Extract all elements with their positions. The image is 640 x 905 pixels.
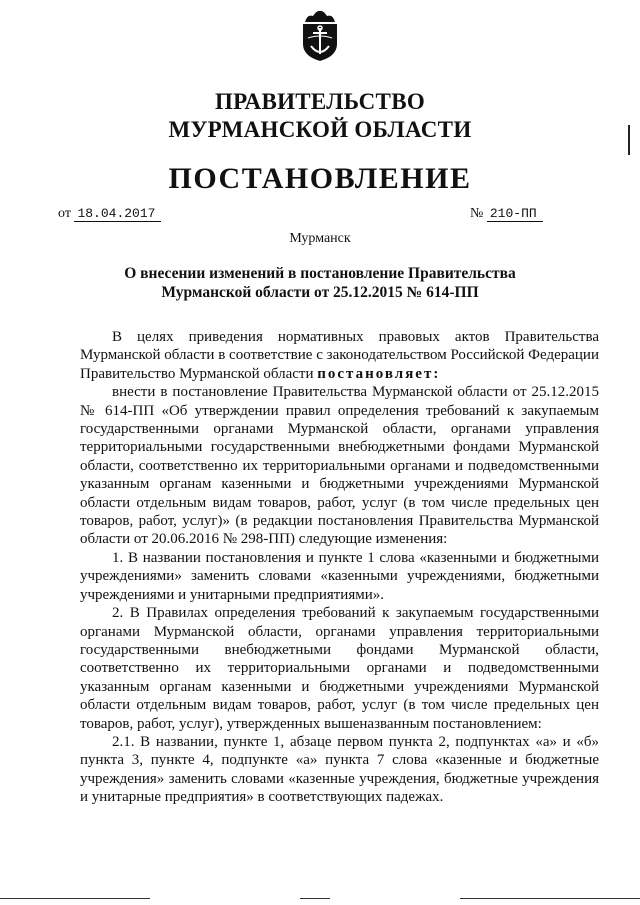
decree-keyword: постановляет: bbox=[317, 365, 441, 382]
coat-of-arms-emblem bbox=[299, 10, 341, 62]
date-prefix: от bbox=[58, 206, 71, 221]
document-date: 18.04.2017 bbox=[74, 206, 161, 222]
document-body bbox=[80, 328, 599, 807]
item-2-paragraph: 2. В Правилах определения требований к закупаемым государственными органами Мурманской области, органами управления территориальными государственными внебюджетными фондами Мурманской области, соответственно их территориальными органами и подведомственными указанным органам казенными и бюджетными учреждениями Мурманской области отдельным видам товаров, работ, услуг (в том числе предельных цен товаров, работ, услуг), утвержденных вышеназванным постановлением: bbox=[80, 605, 599, 732]
scan-bottom-line-mid bbox=[300, 898, 330, 899]
scan-bottom-line-right bbox=[460, 898, 640, 899]
preamble-paragraph bbox=[80, 328, 599, 383]
number-prefix: № bbox=[470, 206, 484, 221]
document-title-line2: Мурманской области от 25.12.2015 № 614-ПП bbox=[161, 284, 479, 301]
document-title-line1: О внесении изменений в постановление Правительства bbox=[124, 265, 516, 282]
document-title bbox=[100, 264, 540, 302]
document-type: ПОСТАНОВЛЕНИЕ bbox=[168, 162, 472, 195]
government-title-line2: МУРМАНСКОЙ ОБЛАСТИ bbox=[168, 117, 472, 142]
item-1-paragraph: 1. В названии постановления и пункте 1 слова «казенными и бюджетными учреждениями» заменить словами «казенными учреждениями, бюджетными учреждениями и унитарными предприятиями». bbox=[80, 549, 599, 603]
preamble-text: В целях приведения нормативных правовых актов Правительства Мурманской области в соответствие с законодательством Российской Федерации Правительство Мурманской области bbox=[80, 329, 599, 382]
date-row bbox=[58, 206, 161, 222]
item-2-1-paragraph: 2.1. В названии, пункте 1, абзаце первом пункта 2, подпунктах «а» и «б» пункта 3, пункте 4, подпункте «а» пункта 7 слова «казенные и бюджетные учреждения» заменить словами «казенные учреждения, бюджетные учреждения и унитарные предприятия» в соответствующих падежах. bbox=[80, 733, 599, 806]
number-row bbox=[470, 206, 543, 222]
scan-bottom-line-left bbox=[0, 898, 150, 899]
document-number: 210-ПП bbox=[487, 206, 543, 222]
city: Мурманск bbox=[289, 231, 351, 246]
scan-edge-mark bbox=[628, 125, 630, 155]
murmansk-coat-of-arms-icon bbox=[299, 10, 341, 62]
main-paragraph: внести в постановление Правительства Мурманской области от 25.12.2015 № 614-ПП «Об утверждении правил определения требований к закупаемым государственными органами Мурманской области, органами управления территориальными государственными внебюджетными фондами Мурманской области, соответственно их территориальными органами и подведомственными указанным органам казенными и бюджетными учреждениями Мурманской области отдельным видам товаров, работ, услуг (в том числе предельных цен товаров, работ, услуг)» (в редакции постановления Правительства Мурманской области от 20.06.2016 № 298-ПП) следующие изменения: bbox=[80, 384, 599, 548]
government-title-line1: ПРАВИТЕЛЬСТВО bbox=[214, 89, 426, 114]
